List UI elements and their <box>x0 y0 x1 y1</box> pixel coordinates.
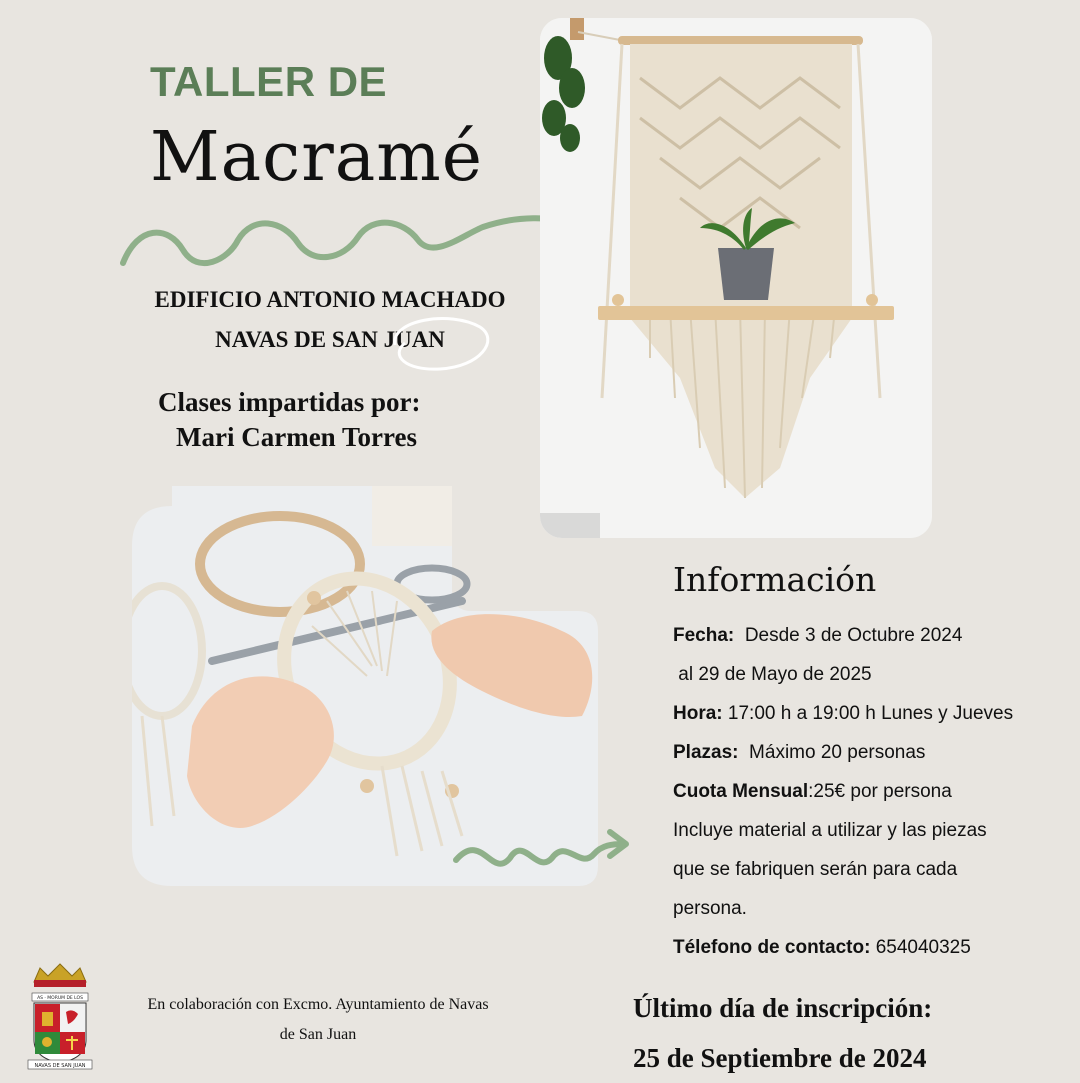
fecha-row-2 <box>673 655 1063 694</box>
telefono-value: 654040325 <box>875 937 971 958</box>
arrow-squiggle-decoration <box>452 820 634 895</box>
incluye-line-1: Incluye material a utilizar y las piezas <box>673 820 987 841</box>
collaboration-note <box>98 990 538 1050</box>
deadline-date: 25 de Septiembre de 2024 <box>633 1043 927 1073</box>
incluye-line-2: que se fabriquen serán para cada <box>673 859 958 880</box>
cuota-value: :25€ por persona <box>808 781 952 802</box>
scribble-circle-decoration <box>380 305 495 375</box>
plazas-label: Plazas: <box>673 742 739 763</box>
plazas-row <box>673 733 1063 772</box>
fecha-row <box>673 616 1063 655</box>
hora-row <box>673 694 1063 733</box>
crest-banner-text: AS · MORUM DE LOS <box>37 996 83 1001</box>
crest-ribbon-text: NAVAS DE SAN JUAN <box>34 1063 86 1069</box>
collaboration-line-2: de San Juan <box>279 1026 357 1043</box>
hora-value: 17:00 h a 19:00 h Lunes y Jueves <box>727 703 1014 724</box>
instructor-label: Clases impartidas por: <box>158 387 421 417</box>
telefono-label: Télefono de contacto: <box>673 937 871 958</box>
hora-label: Hora: <box>673 703 723 724</box>
fecha-label: Fecha: <box>673 625 735 646</box>
cuota-label: Cuota Mensual <box>673 781 809 802</box>
deadline-block <box>633 983 932 1083</box>
fecha-value-2: al 29 de Mayo de 2025 <box>678 664 872 685</box>
venue-line-2: NAVAS DE SAN JUAN <box>215 327 445 352</box>
squiggle-decoration <box>118 205 588 270</box>
kicker-title: TALLER DE <box>150 58 388 105</box>
venue-line-1: EDIFICIO ANTONIO MACHADO <box>154 287 506 312</box>
macrame-shelf-photo <box>540 18 932 538</box>
info-block <box>673 616 1063 967</box>
incluye-line-3: persona. <box>673 898 747 919</box>
fecha-value-1: Desde 3 de Octubre 2024 <box>744 625 963 646</box>
page-title: Macramé <box>150 118 484 197</box>
municipal-crest-icon <box>26 960 94 1070</box>
plazas-value: Máximo 20 personas <box>749 742 926 763</box>
instructor-name: Mari Carmen Torres <box>176 422 417 452</box>
deadline-label: Último día de inscripción: <box>633 993 933 1023</box>
cuota-row <box>673 772 1063 811</box>
info-heading: Información <box>673 560 877 599</box>
telefono-row <box>673 928 1063 967</box>
collaboration-line-1: En colaboración con Excmo. Ayuntamiento de Navas <box>147 996 489 1013</box>
